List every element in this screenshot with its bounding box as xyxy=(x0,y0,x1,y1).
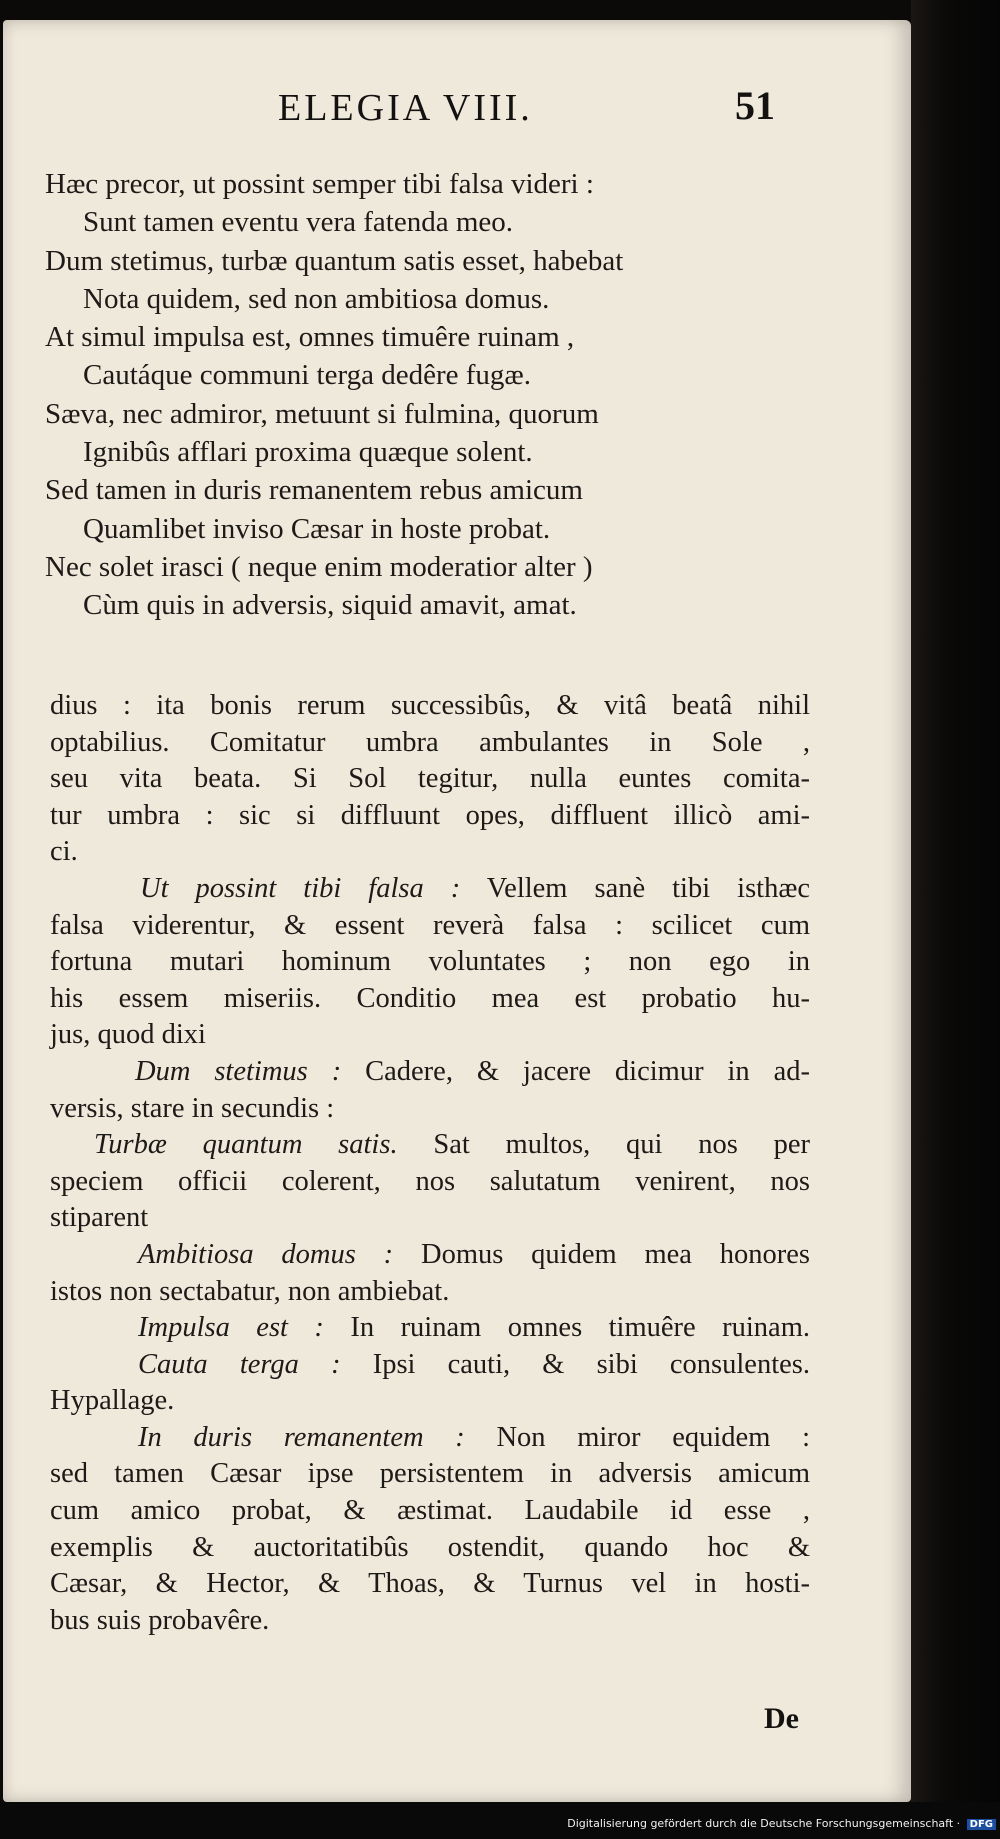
commentary-text: Hypallage. xyxy=(50,1385,175,1417)
page-number: 51 xyxy=(735,83,775,128)
commentary-line xyxy=(50,908,810,945)
commentary-text: exemplis & auctoritatibûs ostendit, quando hoc & xyxy=(50,1531,810,1563)
verse-line: Nec solet irasci ( neque enim moderatior alter ) xyxy=(45,550,593,583)
commentary-line xyxy=(50,1530,810,1567)
verse-line: Dum stetimus, turbæ quantum satis esset, habebat xyxy=(45,244,624,277)
commentary-text: ci. xyxy=(50,836,78,868)
commentary-lemma: Cauta terga : xyxy=(138,1348,341,1380)
commentary-line xyxy=(50,688,810,725)
commentary-line xyxy=(50,1566,810,1603)
commentary-lemma: Ut possint tibi falsa : xyxy=(140,872,461,904)
commentary-text: falsa viderentur, & essent reverà falsa : scilicet cum xyxy=(50,909,810,941)
digitization-credit: Digitalisierung gefördert durch die Deutsche Forschungsgemeinschaft · DFG xyxy=(567,1817,996,1830)
commentary-line xyxy=(50,1054,810,1091)
verse-line: Sæva, nec admiror, metuunt si fulmina, quorum xyxy=(45,397,599,430)
commentary-line xyxy=(50,1127,810,1164)
commentary-lemma: In duris remanentem : xyxy=(138,1421,465,1453)
commentary-line xyxy=(50,798,810,835)
running-head xyxy=(0,78,908,138)
commentary-text: jus, quod dixi xyxy=(50,1019,206,1051)
commentary-line xyxy=(50,1091,810,1128)
commentary-line xyxy=(50,1456,810,1493)
commentary-text: cum amico probat, & æstimat. Laudabile id esse , xyxy=(50,1495,810,1527)
commentary-text: Vellem sanè tibi isthæc xyxy=(460,872,810,904)
verse-line: Hæc precor, ut possint semper tibi falsa videri : xyxy=(45,168,594,200)
dfg-logo: DFG xyxy=(967,1819,996,1830)
verse-line: Sed tamen in duris remanentem rebus amicum xyxy=(45,474,583,507)
commentary-block xyxy=(50,688,810,1639)
commentary-line xyxy=(50,1603,810,1640)
commentary-line xyxy=(50,944,810,981)
commentary-line xyxy=(50,1347,810,1384)
commentary-text: In ruinam omnes timuêre ruinam. xyxy=(323,1312,810,1344)
commentary-line xyxy=(50,761,810,798)
commentary-text: istos non sectabatur, non ambiebat. xyxy=(50,1275,450,1307)
commentary-line xyxy=(50,834,810,871)
commentary-line xyxy=(50,1164,810,1201)
commentary-text: Sat multos, qui nos per xyxy=(397,1129,810,1161)
commentary-text: seu vita beata. Si Sol tegitur, nulla euntes comita- xyxy=(50,763,810,795)
commentary-lemma: Dum stetimus : xyxy=(135,1055,342,1087)
commentary-lemma: Impulsa est : xyxy=(138,1312,324,1344)
verse-line: At simul impulsa est, omnes timuêre ruinam , xyxy=(45,321,575,354)
commentary-text: bus suis probavêre. xyxy=(50,1604,270,1636)
scan-background xyxy=(911,0,1000,1839)
verse-line: Cautáque communi terga dedêre fugæ. xyxy=(83,359,532,392)
commentary-line xyxy=(50,1237,810,1274)
commentary-text: Domus quidem mea honores xyxy=(393,1238,810,1270)
commentary-line xyxy=(50,1383,810,1420)
commentary-text: stiparent xyxy=(50,1202,149,1234)
commentary-text: Non miror equidem : xyxy=(464,1421,810,1453)
commentary-text: fortuna mutari hominum voluntates ; non ego in xyxy=(50,946,810,978)
commentary-line xyxy=(50,981,810,1018)
verse-line: Nota quidem, sed non ambitiosa domus. xyxy=(83,282,550,315)
commentary-text: speciem officii colerent, nos salutatum venirent, nos xyxy=(50,1165,810,1197)
commentary-text: dius : ita bonis rerum successibûs, & vitâ beatâ nihil xyxy=(50,690,810,721)
commentary-lemma: Ambitiosa domus : xyxy=(138,1238,394,1270)
commentary-line xyxy=(50,1200,810,1237)
commentary-line xyxy=(50,1493,810,1530)
verse-block xyxy=(45,165,845,625)
credit-text: Digitalisierung gefördert durch die Deutsche Forschungsgemeinschaft xyxy=(567,1817,954,1830)
commentary-line xyxy=(50,1310,810,1347)
commentary-text: versis, stare in secundis : xyxy=(50,1092,335,1124)
commentary-text: Cæsar, & Hector, & Thoas, & Turnus vel in hosti- xyxy=(50,1568,810,1600)
commentary-text: Ipsi cauti, & sibi consulentes. xyxy=(340,1348,810,1380)
commentary-line xyxy=(50,1274,810,1311)
commentary-text: tur umbra : sic si diffluunt opes, diffluent illicò ami- xyxy=(50,799,810,831)
verse-line: Quamlibet inviso Cæsar in hoste probat. xyxy=(83,512,551,545)
commentary-text: Cadere, & jacere dicimur in ad- xyxy=(341,1055,810,1087)
commentary-text: optabilius. Comitatur umbra ambulantes in Sole , xyxy=(50,726,810,758)
commentary-line xyxy=(50,725,810,762)
commentary-text: his essem miseriis. Conditio mea est probatio hu- xyxy=(50,982,810,1014)
verse-line: Sunt tamen eventu vera fatenda meo. xyxy=(83,206,514,239)
commentary-line xyxy=(50,1017,810,1054)
commentary-line xyxy=(50,1420,810,1457)
commentary-line xyxy=(50,871,810,908)
verse-line: Cùm quis in adversis, siquid amavit, amat. xyxy=(83,589,577,622)
commentary-lemma: Turbæ quantum satis. xyxy=(94,1129,398,1161)
verse-line: Ignibûs afflari proxima quæque solent. xyxy=(83,436,533,469)
catchword: De xyxy=(764,1702,799,1735)
commentary-text: sed tamen Cæsar ipse persistentem in adversis amicum xyxy=(50,1458,810,1490)
header-title: ELEGIA VIII. xyxy=(278,87,533,129)
